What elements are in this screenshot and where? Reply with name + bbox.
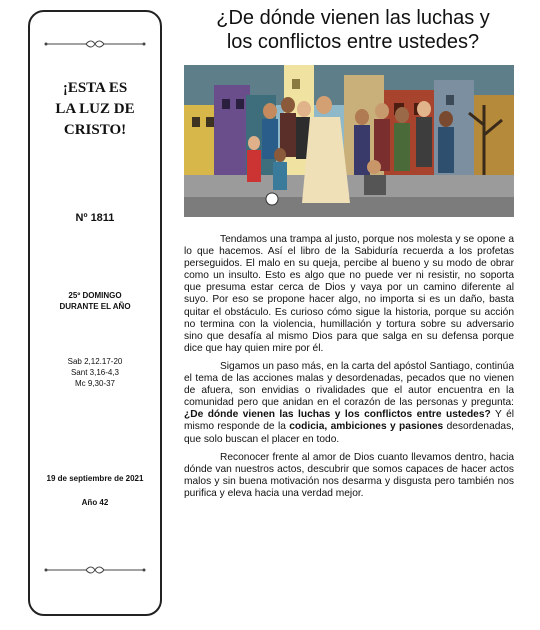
article-body: [184, 234, 514, 506]
motto-line: LA LUZ DE: [55, 101, 135, 117]
publication-year: Año 42: [81, 498, 109, 507]
liturgical-sunday: [30, 290, 160, 312]
readings-list: [30, 356, 160, 389]
highlighted-question: ¿De dónde vienen las luchas y los conflictos entre ustedes?: [184, 409, 491, 421]
paragraph-text: desordenadas, que solo buscan el placer en todo.: [184, 421, 515, 445]
issue-number: Nº 1811: [75, 212, 115, 224]
liturgy-line: DURANTE EL AÑO: [59, 302, 131, 311]
motto-line: CRISTO!: [63, 122, 127, 138]
title-line: los conflictos entre ustedes?: [226, 31, 480, 53]
ornament-divider-top: [42, 38, 148, 50]
paragraph-text: Y él mismo responde de la: [184, 409, 514, 433]
page-title: [178, 6, 528, 54]
highlighted-phrase: codicia, ambiciones y pasiones: [289, 421, 444, 433]
publication-date: 19 de septiembre de 2021: [46, 474, 144, 483]
sidebar-panel: [28, 10, 162, 616]
paragraph-text: Sigamos un paso más, en la carta del apóstol Santiago, continúa el tema de las acciones malas y desordenadas, pecados que no vienen de afuera, son envidias o rivalidades que el autor encuentra en la comunidad pero que anidan en el corazón de las personas y pregunta:: [184, 360, 514, 409]
reading-reference: Sab 2,12.17-20: [67, 357, 123, 366]
motto-line: ¡ESTA ES: [62, 80, 128, 96]
illustration-image: [184, 65, 514, 217]
reading-reference: Sant 3,16-4,3: [70, 368, 120, 377]
article-paragraph: Tendamos una trampa al justo, porque nos molesta y se opone a lo que hacemos. Así el libro de la Sabiduría recuerda a los profetas perseguidos. El malo en su queja, percibe al bueno y su modo de obrar como un insulto. Esto es algo que no puede ver ni resistir, no soporta que presuma estar cerca de Dios y vaya por un camino diferente al suyo. Por eso se propone hacer algo, no importa si es un daño, basta quitar el obstáculo. Es curioso cómo sigue la historia, porque su acción no termina con la violencia, humillación y tortura sobre su adversario sino que desafía al mismo Dios para que salga en su defensa porque dice que hay quien mire por él.: [184, 234, 514, 354]
reading-reference: Mc 9,30-37: [74, 379, 116, 388]
liturgy-line: 25º DOMINGO: [68, 291, 122, 300]
ornament-divider-bottom: [42, 564, 148, 576]
title-line: ¿De dónde vienen las luchas y: [216, 7, 490, 29]
article-paragraph: Reconocer frente al amor de Dios cuanto llevamos dentro, hacia dónde van nuestros actos, descubrir que somos capaces de hacer actos malos y sin buena motivación nos desarma y disgusta pero también nos purifica y eleva hacia una verdad mejor.: [184, 451, 514, 499]
motto: [30, 78, 160, 141]
article-paragraph: [184, 361, 514, 446]
